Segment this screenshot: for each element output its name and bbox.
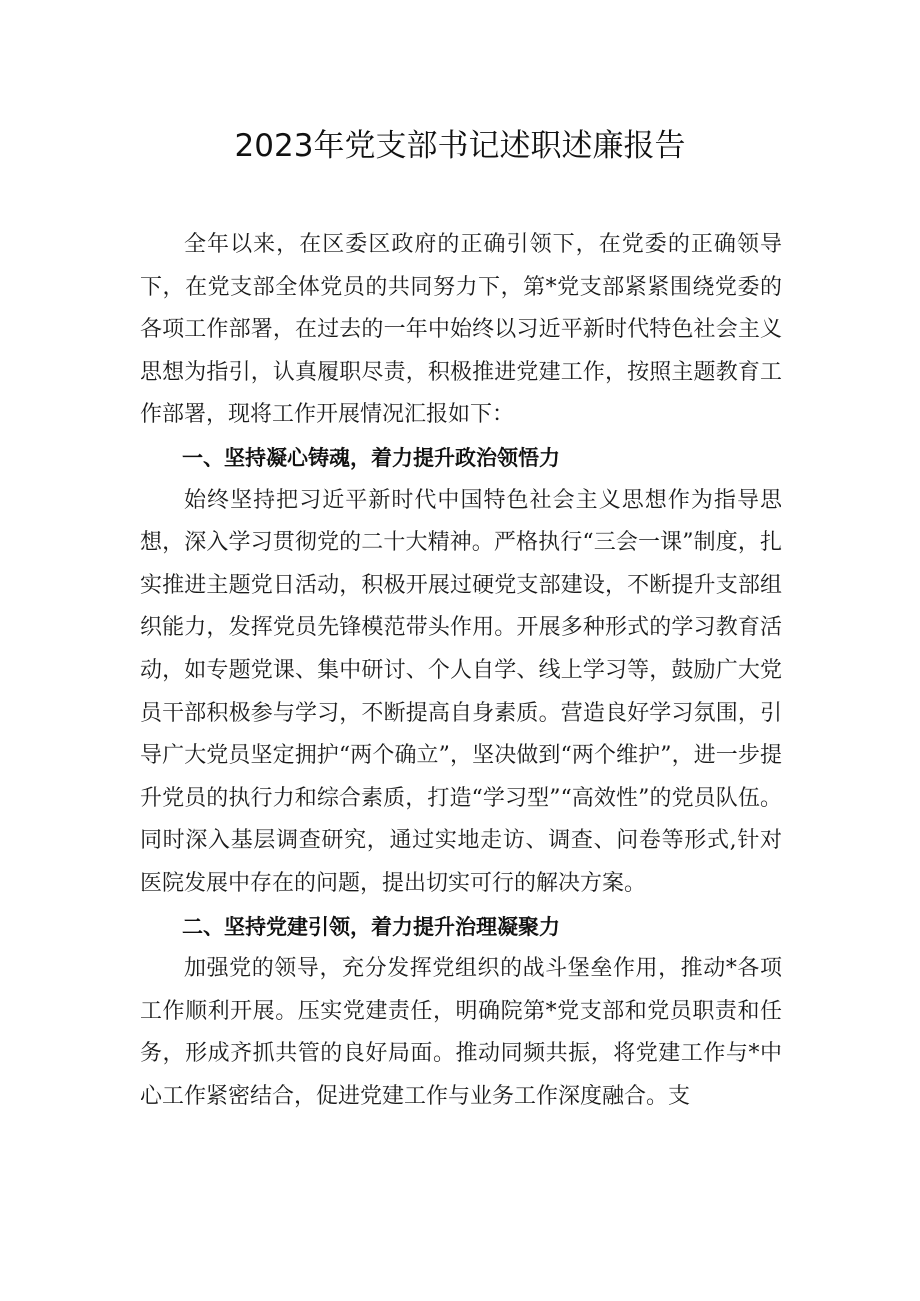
section-body-1: 始终坚持把习近平新时代中国特色社会主义思想作为指导思想，深入学习贯彻党的二十大精神。严格执行“三会一课”制度，扎实推进主题党日活动，积极开展过硬党支部建设，不断提升支部组织能力，发挥党员先锋模范带头作用。开展多种形式的学习教育活动，如专题党课、集中研讨、个人自学、线上学习等，鼓励广大党员干部积极参与学习，不断提高自身素质。营造良好学习氛围，引导广大党员坚定拥护“两个确立”，坚决做到“两个维护”，进一步提升党员的执行力和综合素质，打造“学习型”“高效性”的党员队伍。同时深入基层调查研究，通过实地走访、调查、问卷等形式,针对医院发展中存在的问题，提出切实可行的解决方案。 bbox=[140, 487, 782, 896]
section-body-2: 加强党的领导，充分发挥党组织的战斗堡垒作用，推动*各项工作顺利开展。压实党建责任，明确院第*党支部和党员职责和任务，形成齐抓共管的良好局面。推动同频共振，将党建工作与*中心工作紧密结合，促进党建工作与业务工作深度融合。支 bbox=[140, 956, 782, 1109]
section-heading-1: 一、坚持凝心铸魂，着力提升政治领悟力 bbox=[182, 445, 560, 470]
document-body bbox=[140, 224, 782, 1118]
document-title: 2023年党支部书记述职述廉报告 bbox=[234, 128, 686, 164]
section-heading-2: 二、坚持党建引领，着力提升治理凝聚力 bbox=[182, 914, 560, 939]
intro-paragraph: 全年以来，在区委区政府的正确引领下，在党委的正确领导下，在党支部全体党员的共同努力下，第*党支部紧紧围绕党委的各项工作部署，在过去的一年中始终以习近平新时代特色社会主义思想为指引，认真履职尽责，积极推进党建工作，按照主题教育工作部署，现将工作开展情况汇报如下： bbox=[140, 232, 782, 428]
